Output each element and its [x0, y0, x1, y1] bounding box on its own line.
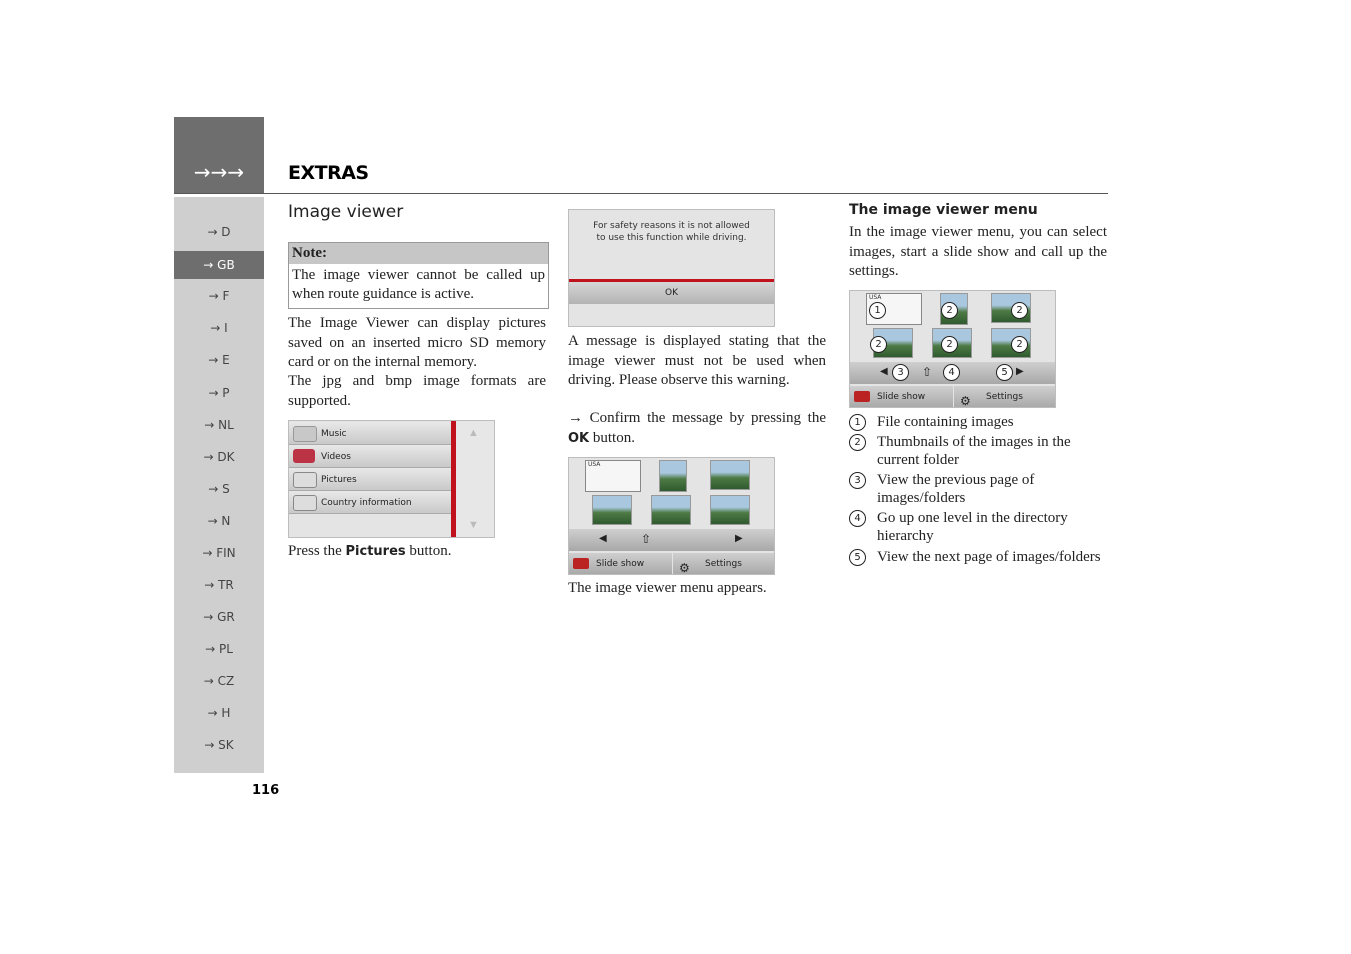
callout-2: 2: [941, 302, 958, 319]
callout-2: 2: [941, 336, 958, 353]
previous-page-icon[interactable]: ◀: [880, 366, 888, 377]
slide-show-button[interactable]: Slide show: [850, 386, 953, 408]
sidebar-item-i[interactable]: → I: [210, 321, 228, 335]
header-arrows: →→→: [193, 160, 245, 184]
sidebar-item-gb[interactable]: → GB: [174, 251, 264, 279]
pictures-icon: [293, 472, 317, 488]
sidebar-item-nl[interactable]: → NL: [204, 418, 234, 432]
image-viewer-heading: Image viewer: [288, 202, 404, 222]
sidebar-item-sk[interactable]: → SK: [204, 738, 234, 752]
intro-paragraph: The Image Viewer can display pictures saved on an inserted micro SD memory card or on the internal memory.: [288, 315, 546, 370]
sidebar-item-h[interactable]: → H: [207, 706, 231, 720]
thumbnail[interactable]: [710, 495, 750, 525]
callout-1: 1: [869, 302, 886, 319]
slide-show-icon: [573, 558, 589, 569]
annotated-viewer-screenshot: [849, 290, 1056, 408]
settings-button[interactable]: ⚙ Settings: [673, 553, 774, 575]
thumbnail[interactable]: [710, 460, 750, 490]
image-viewer-screenshot: [568, 457, 775, 575]
previous-page-icon[interactable]: ◀: [599, 533, 607, 544]
menu-item-pictures[interactable]: Pictures: [289, 468, 451, 491]
sidebar-item-gr[interactable]: → GR: [203, 610, 235, 624]
note-body: The image viewer cannot be called up when route guidance is active.: [292, 267, 545, 302]
usa-folder[interactable]: USA: [866, 293, 922, 325]
confirm-instruction: → Confirm the message by pressing the OK button.: [568, 410, 826, 446]
viewer-menu-paragraph: In the image viewer menu, you can select images, start a slide show and call up the settings.: [849, 224, 1107, 279]
language-sidebar: [174, 197, 264, 773]
callout-5: 5: [996, 364, 1013, 381]
callout-2: 2: [870, 336, 887, 353]
thumbnail[interactable]: [651, 495, 691, 525]
callout-2: 2: [1011, 302, 1028, 319]
sidebar-item-cz[interactable]: → CZ: [203, 674, 235, 688]
callout-3: 3: [892, 364, 909, 381]
safety-warning-screenshot: [568, 209, 775, 327]
section-title: EXTRAS: [288, 162, 369, 184]
extras-menu-screenshot: [288, 420, 495, 538]
sidebar-item-s[interactable]: → S: [208, 482, 230, 496]
gear-icon: ⚙: [960, 394, 971, 408]
gear-icon: ⚙: [679, 561, 690, 575]
note-box: [288, 242, 549, 309]
music-icon: [293, 426, 317, 442]
note-title: Note:: [289, 243, 548, 264]
sidebar-item-pl[interactable]: → PL: [205, 642, 233, 656]
sidebar-item-f[interactable]: → F: [208, 289, 230, 303]
formats-paragraph: The jpg and bmp image formats are supported.: [288, 373, 546, 409]
thumbnail[interactable]: [659, 460, 687, 492]
sidebar-item-p[interactable]: → P: [208, 386, 230, 400]
settings-button[interactable]: ⚙ Settings: [954, 386, 1055, 408]
header-rule: [174, 193, 1108, 194]
sidebar-item-e[interactable]: → E: [208, 353, 230, 367]
scroll-up-icon[interactable]: ▲: [468, 427, 479, 439]
next-page-icon[interactable]: ▶: [1016, 366, 1024, 377]
usa-folder[interactable]: USA: [585, 460, 641, 492]
sidebar-item-fin[interactable]: → FIN: [202, 546, 236, 560]
menu-item-videos[interactable]: Videos: [289, 445, 451, 468]
sidebar-item-d[interactable]: → D: [207, 225, 231, 239]
page-number: 116: [252, 783, 280, 798]
sidebar-item-dk[interactable]: → DK: [203, 450, 235, 464]
menu-item-country-information[interactable]: Country information: [289, 491, 451, 514]
warning-message: For safety reasons it is not allowed to use this function while driving.: [593, 221, 750, 243]
menu-item-music[interactable]: Music: [289, 422, 451, 445]
navigation-bar: [569, 529, 774, 551]
slide-show-button[interactable]: Slide show: [569, 553, 672, 575]
folder-up-icon[interactable]: ⇧: [922, 365, 933, 379]
ok-button[interactable]: OK: [569, 282, 774, 304]
callout-4: 4: [943, 364, 960, 381]
callout-2: 2: [1011, 336, 1028, 353]
next-page-icon[interactable]: ▶: [735, 533, 743, 544]
slide-show-icon: [854, 391, 870, 402]
sidebar-item-tr[interactable]: → TR: [204, 578, 234, 592]
videos-icon: [293, 449, 315, 463]
press-instruction: Press the Pictures button.: [288, 543, 452, 559]
scroll-down-icon[interactable]: ▼: [468, 519, 479, 531]
viewer-caption: The image viewer menu appears.: [568, 580, 767, 596]
thumbnail[interactable]: [592, 495, 632, 525]
folder-up-icon[interactable]: ⇧: [641, 532, 652, 546]
viewer-menu-heading: The image viewer menu: [849, 202, 1038, 218]
warning-paragraph: A message is displayed stating that the image viewer must not be used when driving. Please observe this warning.: [568, 333, 826, 388]
sidebar-item-n[interactable]: → N: [207, 514, 231, 528]
info-icon: [293, 495, 317, 511]
